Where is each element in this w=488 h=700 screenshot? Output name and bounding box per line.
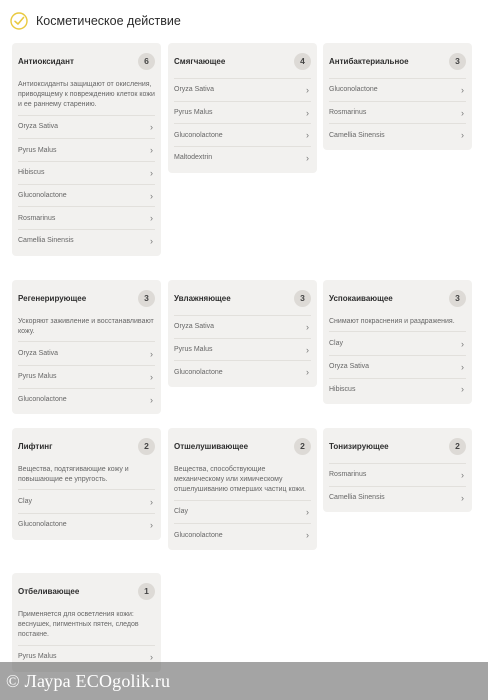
ingredient-list: [329, 332, 466, 400]
card-title: Тонизирующее: [329, 441, 389, 451]
chevron-right-icon: ›: [461, 469, 464, 480]
chevron-right-icon: ›: [150, 496, 153, 507]
category-card: [323, 280, 472, 404]
ingredient-name: Gluconolactone: [18, 521, 67, 529]
card-description: Ускоряют заживление и восстанавливают кожу.: [18, 315, 155, 342]
ingredient-name: Oryza Sativa: [174, 323, 215, 331]
ingredient-link[interactable]: [174, 501, 311, 524]
card-header[interactable]: [18, 573, 155, 608]
ingredient-link[interactable]: [18, 342, 155, 365]
chevron-right-icon: ›: [306, 321, 309, 332]
ingredient-name: Clay: [174, 508, 189, 516]
ingredient-name: Rosmarinus: [329, 109, 367, 117]
chevron-right-icon: ›: [461, 84, 464, 95]
ingredient-name: Pyrus Malus: [18, 146, 57, 154]
ingredient-list: [329, 78, 466, 146]
ingredient-name: Pyrus Malus: [18, 653, 57, 661]
card-title: Смягчающее: [174, 56, 226, 66]
card-title: Успокаивающее: [329, 293, 393, 303]
count-badge: 1: [138, 583, 155, 600]
chevron-right-icon: ›: [461, 361, 464, 372]
ingredient-name: Oryza Sativa: [18, 123, 59, 131]
card-title: Отшелушивающее: [174, 441, 249, 451]
card-header[interactable]: [18, 280, 155, 315]
category-card: [323, 43, 472, 150]
ingredient-list: [174, 78, 311, 169]
check-circle-icon: [10, 12, 28, 30]
ingredient-link[interactable]: [18, 388, 155, 411]
section-title: Косметическое действие: [36, 14, 181, 28]
card-description: Вещества, способствующие механическому или химическому отшелушиванию отмерших частиц кожи.: [174, 463, 311, 501]
chevron-right-icon: ›: [150, 348, 153, 359]
card-title: Лифтинг: [18, 441, 53, 451]
ingredient-link[interactable]: [329, 101, 466, 124]
card-header[interactable]: [18, 43, 155, 78]
chevron-right-icon: ›: [306, 344, 309, 355]
ingredient-name: Gluconolactone: [18, 396, 67, 404]
card-header[interactable]: [18, 428, 155, 463]
ingredient-name: Gluconolactone: [174, 131, 223, 139]
ingredient-list: [174, 315, 311, 383]
ingredient-name: Clay: [329, 340, 344, 348]
ingredient-link[interactable]: [18, 513, 155, 536]
chevron-right-icon: ›: [306, 530, 309, 541]
ingredient-link[interactable]: [329, 123, 466, 146]
ingredient-link[interactable]: [174, 315, 311, 338]
count-badge: 2: [294, 438, 311, 455]
chevron-right-icon: ›: [150, 121, 153, 132]
chevron-right-icon: ›: [306, 84, 309, 95]
card-header[interactable]: [174, 428, 311, 463]
chevron-right-icon: ›: [306, 152, 309, 163]
category-card: [323, 428, 472, 512]
ingredient-name: Hibiscus: [18, 169, 45, 177]
count-badge: 3: [449, 290, 466, 307]
chevron-right-icon: ›: [150, 371, 153, 382]
card-title: Увлажняющее: [174, 293, 231, 303]
ingredient-link[interactable]: [329, 378, 466, 401]
ingredient-link[interactable]: [174, 338, 311, 361]
card-header[interactable]: [174, 280, 311, 315]
ingredient-link[interactable]: [329, 78, 466, 101]
section-header: [10, 10, 181, 32]
ingredient-link[interactable]: [18, 138, 155, 161]
ingredient-name: Rosmarinus: [329, 471, 367, 479]
ingredient-link[interactable]: [329, 463, 466, 486]
chevron-right-icon: ›: [150, 167, 153, 178]
ingredient-name: Gluconolactone: [18, 192, 67, 200]
ingredient-link[interactable]: [329, 486, 466, 509]
count-badge: 3: [138, 290, 155, 307]
card-description: Применяется для осветления кожи: веснушек, пигментных пятен, следов постакне.: [18, 608, 155, 646]
card-description: Вещества, подтягивающие кожу и повышающие ее упругость.: [18, 463, 155, 490]
ingredient-list: [18, 490, 155, 535]
ingredient-name: Gluconolactone: [174, 531, 223, 539]
ingredient-link[interactable]: [18, 161, 155, 184]
chevron-right-icon: ›: [461, 130, 464, 141]
chevron-right-icon: ›: [150, 145, 153, 156]
chevron-right-icon: ›: [461, 492, 464, 503]
ingredient-name: Camellia Sinensis: [18, 237, 74, 245]
chevron-right-icon: ›: [150, 394, 153, 405]
ingredient-list: [174, 501, 311, 546]
ingredient-name: Camellia Sinensis: [329, 131, 385, 139]
chevron-right-icon: ›: [461, 107, 464, 118]
card-title: Антибактериальное: [329, 56, 409, 66]
ingredient-link[interactable]: [329, 332, 466, 355]
card-title: Отбеливающее: [18, 586, 80, 596]
ingredient-name: Hibiscus: [329, 385, 356, 393]
card-header[interactable]: [329, 280, 466, 315]
ingredient-link[interactable]: [329, 355, 466, 378]
count-badge: 6: [138, 53, 155, 70]
card-header[interactable]: [329, 43, 466, 78]
ingredient-name: Gluconolactone: [174, 368, 223, 376]
ingredient-name: Rosmarinus: [18, 214, 56, 222]
ingredient-name: Clay: [18, 498, 33, 506]
chevron-right-icon: ›: [306, 107, 309, 118]
card-header[interactable]: [329, 428, 466, 463]
ingredient-link[interactable]: [174, 78, 311, 101]
ingredient-name: Pyrus Malus: [18, 373, 57, 381]
ingredient-link[interactable]: [174, 360, 311, 383]
count-badge: 3: [449, 53, 466, 70]
chevron-right-icon: ›: [461, 338, 464, 349]
card-title: Регенерирующее: [18, 293, 87, 303]
category-card: [168, 428, 317, 550]
count-badge: 3: [294, 290, 311, 307]
ingredient-name: Pyrus Malus: [174, 109, 213, 117]
ingredient-link[interactable]: [174, 123, 311, 146]
count-badge: 4: [294, 53, 311, 70]
ingredient-name: Oryza Sativa: [18, 350, 59, 358]
count-badge: 2: [449, 438, 466, 455]
category-card: [168, 280, 317, 387]
ingredient-name: Camellia Sinensis: [329, 494, 385, 502]
card-description: Снимают покраснения и раздражения.: [329, 315, 466, 332]
ingredient-link[interactable]: [174, 523, 311, 546]
ingredient-link[interactable]: [18, 229, 155, 252]
ingredient-link[interactable]: [18, 184, 155, 207]
ingredient-list: [18, 116, 155, 252]
chevron-right-icon: ›: [150, 651, 153, 662]
ingredient-list: [329, 463, 466, 508]
category-card: [168, 43, 317, 173]
chevron-right-icon: ›: [150, 235, 153, 246]
ingredient-name: Maltodextrin: [174, 154, 213, 162]
watermark-text: © Лаура ECOgolik.ru: [6, 670, 171, 691]
chevron-right-icon: ›: [306, 506, 309, 517]
ingredient-name: Pyrus Malus: [174, 346, 213, 354]
ingredient-name: Oryza Sativa: [174, 86, 215, 94]
chevron-right-icon: ›: [150, 213, 153, 224]
ingredient-link[interactable]: [18, 116, 155, 139]
ingredient-link[interactable]: [174, 146, 311, 169]
chevron-right-icon: ›: [306, 367, 309, 378]
ingredient-name: Gluconolactone: [329, 86, 378, 94]
chevron-right-icon: ›: [150, 519, 153, 530]
category-card: [12, 573, 161, 672]
count-badge: 2: [138, 438, 155, 455]
ingredient-link[interactable]: [18, 490, 155, 513]
card-title: Антиоксидант: [18, 56, 74, 66]
watermark: [0, 662, 488, 700]
category-card: [12, 428, 161, 540]
category-card: [12, 43, 161, 256]
ingredient-link[interactable]: [18, 365, 155, 388]
ingredient-name: Oryza Sativa: [329, 363, 370, 371]
card-header[interactable]: [174, 43, 311, 78]
ingredient-link[interactable]: [18, 206, 155, 229]
chevron-right-icon: ›: [306, 130, 309, 141]
ingredient-link[interactable]: [174, 101, 311, 124]
category-card: [12, 280, 161, 414]
chevron-right-icon: ›: [461, 384, 464, 395]
chevron-right-icon: ›: [150, 190, 153, 201]
ingredient-list: [18, 342, 155, 410]
card-description: Антиоксиданты защищают от окисления, приводящему к повреждению клеток кожи и ее раннему старению.: [18, 78, 155, 116]
